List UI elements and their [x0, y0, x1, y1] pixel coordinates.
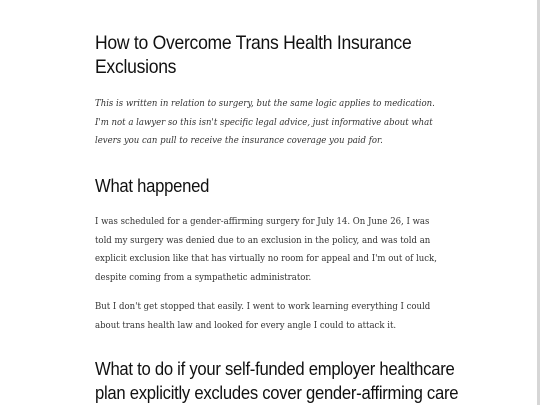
section-heading-what-happened: What happened	[95, 175, 210, 196]
article-title-line-2: Exclusions	[95, 56, 177, 78]
section-heading-line-1: What to do if your self-funded employer healthcare	[95, 358, 455, 379]
section-heading-self-funded-plan	[95, 357, 458, 405]
intro-paragraph: This is written in relation to surgery, but the same logic applies to medication. I'm not a lawyer so this isn't specific legal advice, just informative about what levers you can pull to receive the insurance coverage you paid for.	[95, 98, 435, 146]
article-title-line-1: How to Overcome Trans Health Insurance	[95, 32, 412, 54]
section-heading-line-2: plan explicitly excludes cover gender-affirming care	[95, 382, 459, 403]
paragraph-scheduled-surgery: I was scheduled for a gender-affirming surgery for July 14. On June 26, I was told my surgery was denied due to an exclusion in the policy, and was told an explicit exclusion like that has virtually no room for appeal and I'm out of luck, despite coming from a sympathetic administrator.	[95, 216, 437, 283]
article-title	[95, 31, 412, 79]
paragraph-dont-get-stopped: But I don't get stopped that easily. I went to work learning everything I could about trans health law and looked for every angle I could to attack it.	[95, 301, 431, 331]
